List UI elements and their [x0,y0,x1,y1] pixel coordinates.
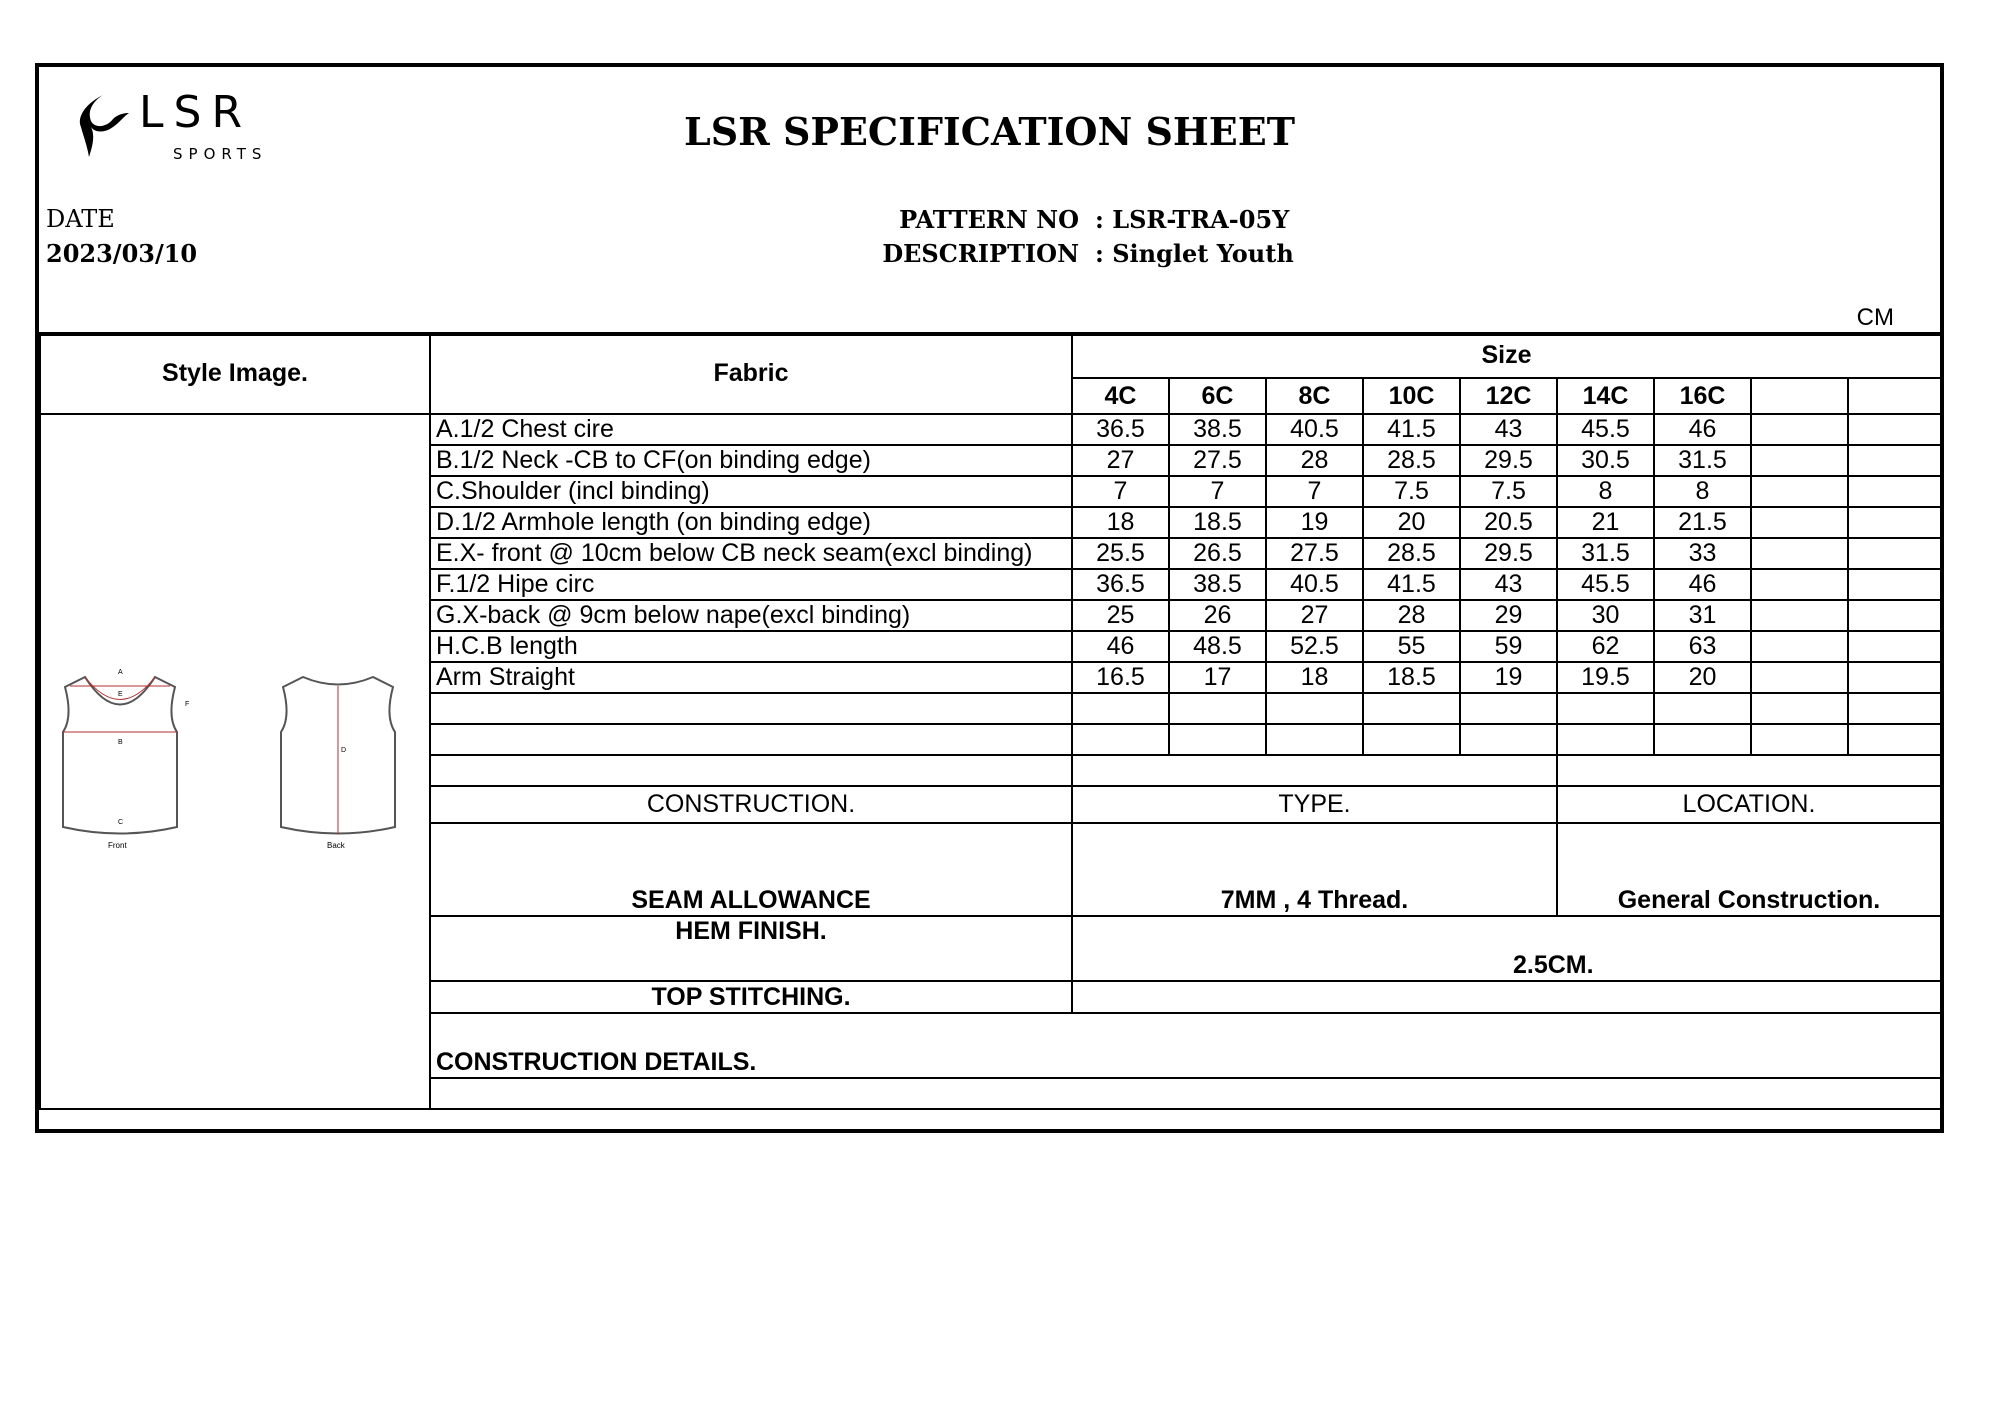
measurement-label: F.1/2 Hipe circ [430,569,1072,600]
size-col-1: 6C [1169,378,1266,414]
sheet-header [39,67,1940,336]
measurement-value: 38.5 [1169,414,1266,445]
empty-cell [1460,693,1557,724]
empty-cell [430,693,1072,724]
measurement-label: E.X- front @ 10cm below CB neck seam(excl binding) [430,538,1072,569]
top-stitching-label: TOP STITCHING. [430,981,1072,1013]
size-header: Size [1072,333,1941,378]
back-label: Back [327,840,345,850]
empty-cell [430,755,1072,786]
empty-cell [1848,693,1941,724]
date-value: 2023/03/10 [46,239,198,268]
measurement-value: 7 [1169,476,1266,507]
garment-back [281,677,395,834]
construction-details-label: CONSTRUCTION DETAILS. [430,1013,1941,1078]
mark-c: C [118,818,124,826]
size-col-empty-2 [1848,378,1941,414]
measurement-value: 46 [1654,414,1751,445]
empty-cell [1848,445,1941,476]
measurement-value: 31 [1654,600,1751,631]
empty-cell [1072,724,1169,755]
measurement-value: 19 [1266,507,1363,538]
measurement-value: 7.5 [1460,476,1557,507]
mark-b: B [118,738,123,746]
measurement-value: 45.5 [1557,414,1654,445]
spec-sheet [35,63,1944,1133]
size-col-4: 12C [1460,378,1557,414]
spec-table [39,332,1942,1110]
measurement-label: D.1/2 Armhole length (on binding edge) [430,507,1072,538]
empty-cell [1751,662,1848,693]
construction-header: CONSTRUCTION. [430,786,1072,823]
measurement-value: 18 [1072,507,1169,538]
measurement-value: 31.5 [1557,538,1654,569]
measurement-value: 36.5 [1072,569,1169,600]
measurement-value: 18.5 [1169,507,1266,538]
description-value: : Singlet Youth [1095,239,1294,268]
measurement-value: 30 [1557,600,1654,631]
measurement-value: 52.5 [1266,631,1363,662]
empty-cell [1751,414,1848,445]
measurement-value: 41.5 [1363,414,1460,445]
measurement-value: 41.5 [1363,569,1460,600]
empty-cell [1363,693,1460,724]
measurement-value: 8 [1557,476,1654,507]
measurement-value: 40.5 [1266,414,1363,445]
seam-allowance-label: SEAM ALLOWANCE [430,823,1072,916]
size-col-5: 14C [1557,378,1654,414]
measurement-value: 36.5 [1072,414,1169,445]
measurement-value: 20.5 [1460,507,1557,538]
measurement-label: G.X-back @ 9cm below nape(excl binding) [430,600,1072,631]
measurement-value: 43 [1460,414,1557,445]
empty-cell [1848,538,1941,569]
measurement-value: 38.5 [1169,569,1266,600]
empty-cell [1848,569,1941,600]
measurement-value: 20 [1654,662,1751,693]
measurement-value: 19 [1460,662,1557,693]
measurement-value: 21 [1557,507,1654,538]
measurement-value: 25.5 [1072,538,1169,569]
empty-cell [1072,693,1169,724]
measurement-label: C.Shoulder (incl binding) [430,476,1072,507]
measurement-value: 30.5 [1557,445,1654,476]
measurement-value: 27 [1266,600,1363,631]
measurement-value: 7 [1072,476,1169,507]
measurement-value: 63 [1654,631,1751,662]
measurement-value: 25 [1072,600,1169,631]
measurement-value: 48.5 [1169,631,1266,662]
pattern-value: : LSR-TRA-05Y [1095,205,1290,234]
mark-a: A [118,668,123,676]
measurement-value: 43 [1460,569,1557,600]
hem-finish-value: 2.5CM. [1072,916,1941,981]
empty-cell [1557,693,1654,724]
measurement-value: 7.5 [1363,476,1460,507]
empty-cell [1848,600,1941,631]
measurement-label: B.1/2 Neck -CB to CF(on binding edge) [430,445,1072,476]
measurement-value: 46 [1654,569,1751,600]
measurement-value: 59 [1460,631,1557,662]
measurement-value: 21.5 [1654,507,1751,538]
empty-cell [1751,600,1848,631]
measurement-value: 27.5 [1266,538,1363,569]
empty-cell [430,724,1072,755]
measurement-value: 29.5 [1460,445,1557,476]
measurement-value: 28.5 [1363,538,1460,569]
empty-cell [1751,445,1848,476]
empty-cell [1848,662,1941,693]
empty-cell [1363,724,1460,755]
measurement-value: 7 [1266,476,1363,507]
style-image-header: Style Image. [40,333,430,414]
measurement-label: A.1/2 Chest cire [430,414,1072,445]
empty-cell [1557,755,1941,786]
measurement-value: 33 [1654,538,1751,569]
empty-cell [1751,476,1848,507]
measurement-value: 55 [1363,631,1460,662]
size-col-6: 16C [1654,378,1751,414]
measurement-value: 40.5 [1266,569,1363,600]
seam-allowance-type: 7MM , 4 Thread. [1072,823,1557,916]
size-col-2: 8C [1266,378,1363,414]
measurement-value: 16.5 [1072,662,1169,693]
measurement-value: 31.5 [1654,445,1751,476]
empty-cell [1169,724,1266,755]
top-stitching-value [1072,981,1941,1013]
measurement-value: 27.5 [1169,445,1266,476]
hem-finish-label: HEM FINISH. [430,916,1072,981]
empty-cell [1751,538,1848,569]
empty-cell [1848,476,1941,507]
mark-f: F [185,700,190,708]
empty-cell [1169,693,1266,724]
empty-cell [1751,507,1848,538]
measurement-value: 46 [1072,631,1169,662]
style-image-cell [40,414,430,1109]
measurement-label: Arm Straight [430,662,1072,693]
empty-cell [1266,724,1363,755]
fabric-header: Fabric [430,333,1072,414]
mark-e: E [118,690,123,698]
empty-cell [1751,569,1848,600]
empty-cell [1266,693,1363,724]
empty-cell [1848,414,1941,445]
size-col-empty-1 [1751,378,1848,414]
empty-cell [1848,631,1941,662]
brand-name: LSR [139,87,253,138]
measurement-value: 27 [1072,445,1169,476]
seam-allowance-location: General Construction. [1557,823,1941,916]
measurement-value: 26 [1169,600,1266,631]
empty-cell [1072,755,1557,786]
empty-cell [1751,631,1848,662]
empty-cell [1848,724,1941,755]
front-label: Front [108,840,127,850]
measurement-value: 19.5 [1557,662,1654,693]
size-col-3: 10C [1363,378,1460,414]
empty-cell [1848,507,1941,538]
garment-front [63,677,177,834]
measurement-value: 62 [1557,631,1654,662]
measurement-value: 18.5 [1363,662,1460,693]
measurement-value: 28 [1266,445,1363,476]
unit-label: CM [1856,304,1894,331]
empty-cell [430,1078,1941,1109]
measurement-label: H.C.B length [430,631,1072,662]
measurement-value: 45.5 [1557,569,1654,600]
empty-cell [1460,724,1557,755]
empty-cell [1654,724,1751,755]
measurement-value: 28 [1363,600,1460,631]
type-header: TYPE. [1072,786,1557,823]
measurement-value: 26.5 [1169,538,1266,569]
empty-cell [1557,724,1654,755]
empty-cell [1751,724,1848,755]
mark-d: D [341,746,347,754]
description-label: DESCRIPTION [882,239,1079,268]
pattern-label: PATTERN NO [899,205,1079,234]
empty-cell [1654,693,1751,724]
measurement-value: 20 [1363,507,1460,538]
measurement-value: 28.5 [1363,445,1460,476]
page-title: LSR SPECIFICATION SHEET [683,109,1296,154]
measurement-value: 8 [1654,476,1751,507]
brand-tagline: SPORTS [173,145,268,163]
empty-cell [1751,693,1848,724]
measurement-value: 29 [1460,600,1557,631]
date-label: DATE [46,205,115,233]
measurement-value: 29.5 [1460,538,1557,569]
garment-sketch [45,662,425,862]
measurement-value: 17 [1169,662,1266,693]
measurement-value: 18 [1266,662,1363,693]
location-header: LOCATION. [1557,786,1941,823]
size-col-0: 4C [1072,378,1169,414]
